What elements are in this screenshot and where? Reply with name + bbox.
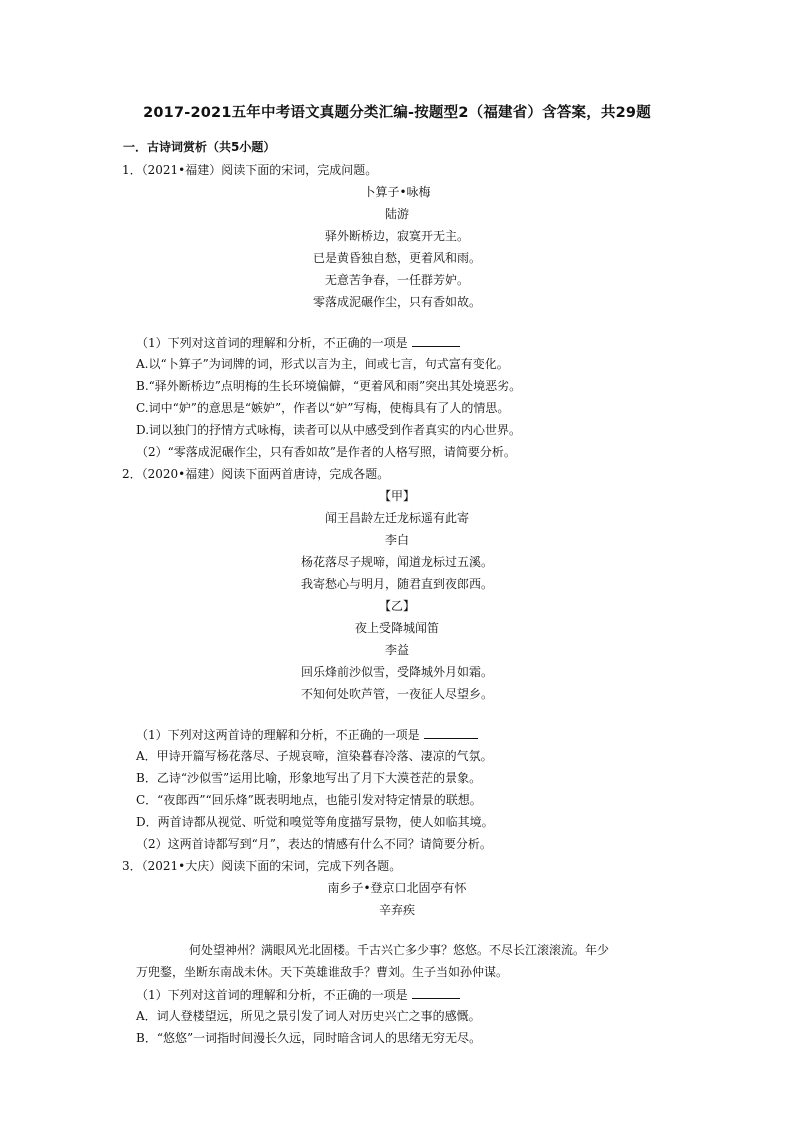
q3-author: 辛弃疾 [378, 903, 415, 917]
section-heading: 一．古诗词赏析（共5小题） [123, 140, 276, 154]
q2-sub2: （2）这两首诗都写到“月”，表达的情感有什么不同？请简要分析。 [136, 837, 492, 851]
q1-option-d: D.词以独门的抒情方式咏梅，读者可以从中感受到作者真实的内心世界。 [136, 423, 522, 437]
q1-author: 陆游 [384, 207, 409, 221]
q2-jia-title: 闻王昌龄左迁龙标遥有此寄 [324, 511, 469, 525]
q1-sub2: （2）“零落成泥碾作尘，只有香如故”是作者的人格写照，请简要分析。 [136, 445, 516, 459]
q3-option-b: B．“悠悠”一词指时间漫长久远，同时暗含词人的思绪无穷无尽。 [136, 1031, 482, 1045]
q3-poem-body: 何处望神州？满眼风光北固楼。千古兴亡多少事？悠悠。不尽长江滚滚流。年少 [189, 943, 610, 957]
q2-yi-author: 李益 [384, 643, 409, 657]
q3-sub1-text: （1）下列对这首词的理解和分析，不正确的一项是 [136, 988, 408, 1002]
q3-poem-body: 万兜鍪，坐断东南战未休。天下英雄谁敌手？曹刘。生子当如孙仲谋。 [136, 965, 509, 979]
q2-option-a: A．甲诗开篇写杨花落尽、子规哀啼，渲染暮春冷落、凄凉的气氛。 [136, 749, 493, 763]
answer-blank[interactable] [412, 334, 460, 347]
document-title: 2017-2021五年中考语文真题分类汇编-按题型2（福建省）含答案，共29题 [143, 105, 651, 121]
q2-yi-line: 回乐烽前沙似雪，受降城外月如霜。 [300, 665, 493, 679]
q2-yi-mark: 【乙】 [378, 599, 415, 613]
q1-poem-title: 卜算子•咏梅 [363, 185, 431, 199]
q2-option-b: B．乙诗“沙似雪”运用比喻，形象地写出了月下大漠苍茫的景象。 [136, 771, 482, 785]
q1-poem-line: 已是黄昏独自愁，更着风和雨。 [312, 251, 481, 265]
q1-poem-line: 驿外断桥边，寂寞开无主。 [324, 229, 469, 243]
answer-blank[interactable] [412, 986, 460, 999]
q2-jia-line: 我寄愁心与明月，随君直到夜郎西。 [300, 577, 493, 591]
q2-yi-title: 夜上受降城闻笛 [354, 621, 439, 635]
q1-stem: 1．（2021•福建）阅读下面的宋词，完成问题。 [122, 163, 378, 177]
q2-sub1 [136, 726, 478, 743]
q3-poem-title: 南乡子•登京口北固亭有怀 [327, 881, 467, 895]
q1-option-c: C.词中“妒”的意思是“嫉妒”，作者以“妒”写梅，使梅具有了人的情思。 [136, 401, 510, 415]
q1-sub1-text: （1）下列对这首词的理解和分析，不正确的一项是 [136, 336, 408, 350]
q2-jia-mark: 【甲】 [378, 489, 415, 503]
q1-option-b: B.“驿外断桥边”点明梅的生长环境偏僻，“更着风和雨”突出其处境恶劣。 [136, 379, 522, 393]
answer-blank[interactable] [424, 726, 478, 739]
q2-jia-author: 李白 [384, 533, 409, 547]
q3-sub1 [136, 986, 460, 1003]
q1-poem-line: 无意苦争春，一任群芳妒。 [324, 273, 469, 287]
q1-option-a: A.以“卜算子”为词牌的词，形式以言为主，间或七言，句式富有变化。 [136, 357, 509, 371]
q1-sub1 [136, 334, 460, 351]
q2-option-d: D．两首诗都从视觉、听觉和嗅觉等角度描写景物，使人如临其境。 [136, 815, 494, 829]
q2-option-c: C．“夜郎西”“回乐烽”既表明地点，也能引发对特定情景的联想。 [136, 793, 482, 807]
q2-stem: 2．（2020•福建）阅读下面两首唐诗，完成各题。 [122, 467, 390, 481]
q1-poem-line: 零落成泥碾作尘，只有香如故。 [312, 295, 481, 309]
q2-sub1-text: （1）下列对这两首诗的理解和分析，不正确的一项是 [136, 728, 420, 742]
q2-yi-line: 不知何处吹芦管，一夜征人尽望乡。 [300, 687, 493, 701]
q3-option-a: A．词人登楼望远，所见之景引发了词人对历史兴亡之事的感慨。 [136, 1009, 481, 1023]
q3-stem: 3．（2021•大庆）阅读下面的宋词，完成下列各题。 [122, 859, 402, 873]
q2-jia-line: 杨花落尽子规啼，闻道龙标过五溪。 [300, 555, 493, 569]
